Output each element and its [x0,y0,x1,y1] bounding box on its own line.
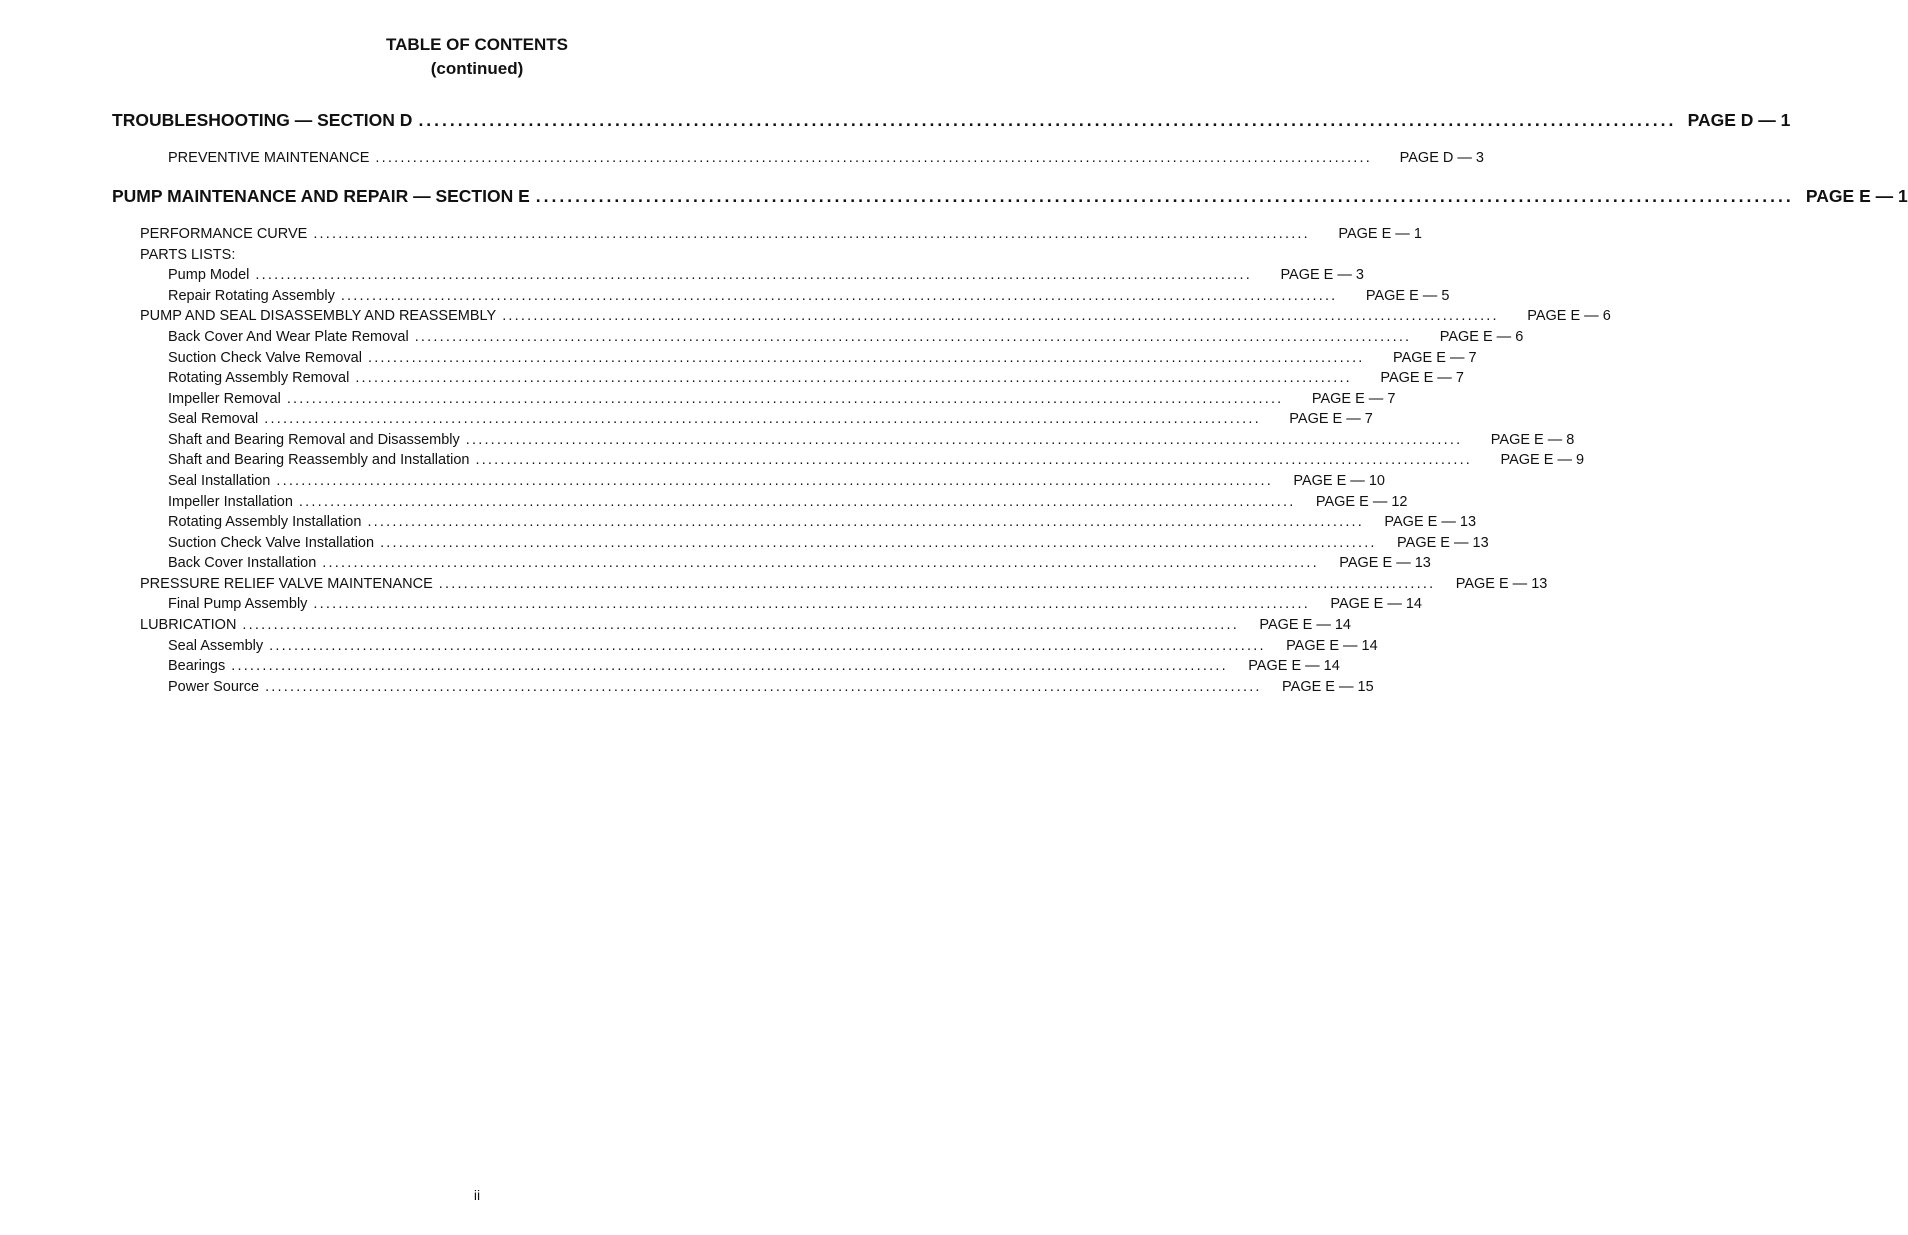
toc-entry-label: PREVENTIVE MAINTENANCE [168,150,370,166]
toc-entry-label: Power Source [168,679,260,695]
section-title: TROUBLESHOOTING — SECTION D [112,110,413,130]
toc-entry-page: PAGE E — 13 [1339,555,1431,571]
toc-entry-label: Seal Removal [168,411,259,427]
toc-entry[interactable] [168,451,1585,469]
toc-entry[interactable] [168,410,1373,428]
toc-entry-label: Back Cover And Wear Plate Removal [168,329,409,345]
page-number: ii [473,1187,481,1203]
toc-entry-label: Bearings [168,658,226,674]
dot-leader: ................................................................................................................................................................ [286,391,1284,407]
toc-entry[interactable] [168,349,1477,367]
toc-entry-label: Seal Assembly [168,638,264,654]
toc-entry-page: PAGE E — 15 [1282,679,1374,695]
dot-leader: ................................................................................................................................................................ [322,555,1319,571]
dot-leader: ................................................................................................................................................................ [535,186,1794,206]
toc-entry-page: PAGE E — 14 [1330,596,1422,612]
dot-leader: ................................................................................................................................................................ [313,226,1310,242]
dot-leader: ................................................................................................................................................................ [355,370,1352,386]
toc-entry-label: PUMP AND SEAL DISASSEMBLY AND REASSEMBLY [140,308,497,324]
toc-entry[interactable] [168,493,1408,511]
dot-leader: ................................................................................................................................................................ [465,432,1463,448]
dot-leader: ................................................................................................................................................................ [313,596,1310,612]
toc-entry-label: Seal Installation [168,473,271,489]
dot-leader: ................................................................................................................................................................ [414,329,1412,345]
toc-entry-page: PAGE D — 3 [1399,150,1484,166]
toc-entry[interactable] [140,616,1351,634]
toc-group-heading [140,246,842,264]
toc-entry-label: Suction Check Valve Removal [168,350,362,366]
toc-entry[interactable] [168,513,1477,531]
section-title: PUMP MAINTENANCE AND REPAIR — SECTION E [112,186,530,206]
toc-entry[interactable] [140,307,1611,325]
toc-entry-label: Repair Rotating Assembly [168,288,335,304]
toc-entry-label: LUBRICATION [140,617,237,633]
dot-leader: ................................................................................................................................................................ [276,473,1273,489]
toc-entry-page: PAGE E — 9 [1500,452,1585,468]
toc-entry[interactable] [168,431,1575,449]
toc-entry[interactable] [168,657,1340,675]
dot-leader: ................................................................................................................................................................ [265,679,1262,695]
toc-entry[interactable] [168,637,1378,655]
dot-leader: ................................................................................................................................................................ [502,308,1499,324]
toc-entry[interactable] [168,328,1524,346]
toc-entry[interactable] [168,534,1489,552]
toc-entry-label: PARTS LISTS: [140,247,236,263]
dot-leader: ................................................................................................................................................................ [438,576,1436,592]
toc-entry-page: PAGE E — 12 [1315,494,1408,510]
toc-entry-page: PAGE E — 6 [1527,308,1611,324]
toc-entry[interactable] [168,472,1385,490]
toc-entry-page: PAGE E — 14 [1286,638,1378,654]
toc-entry[interactable] [168,554,1431,572]
toc-entry[interactable] [140,575,1548,593]
dot-leader: ................................................................................................................................................................ [380,535,1377,551]
toc-entry-label: PRESSURE RELIEF VALVE MAINTENANCE [140,576,433,592]
dot-leader: ................................................................................................................................................................ [255,267,1252,283]
toc-section-heading[interactable] [112,185,1908,207]
toc-entry-page: PAGE E — 13 [1384,514,1477,530]
toc-entry-label: PERFORMANCE CURVE [140,226,308,242]
toc-entry-page: PAGE E — 13 [1397,535,1489,551]
toc-entry-page: PAGE E — 7 [1380,370,1464,386]
dot-leader: ................................................................................................................................................................ [367,514,1365,530]
section-page: PAGE E — 1 [1805,186,1908,206]
dot-leader: ................................................................................................................................................................ [298,494,1296,510]
toc-entry-page: PAGE E — 13 [1455,576,1548,592]
toc-entry-page: PAGE E — 14 [1259,617,1351,633]
toc-entry[interactable] [140,225,1422,243]
toc-entry[interactable] [168,266,1364,284]
toc-entry-page: PAGE E — 5 [1365,288,1450,304]
toc-entry-page: PAGE E — 6 [1439,329,1524,345]
section-page: PAGE D — 1 [1687,110,1791,130]
toc-entry-page: PAGE E — 7 [1393,350,1477,366]
dot-leader: ................................................................................................................................................................ [269,638,1266,654]
toc-entry-page: PAGE E — 7 [1289,411,1373,427]
toc-entry-page: PAGE E — 10 [1293,473,1385,489]
toc-section-heading[interactable] [112,109,1791,131]
toc-entry[interactable] [168,390,1396,408]
dot-leader: ................................................................................................................................................................ [242,617,1239,633]
toc-entry-page: PAGE E — 8 [1490,432,1575,448]
toc-entry-page: PAGE E — 3 [1280,267,1364,283]
page-title: TABLE OF CONTENTS [386,35,568,54]
toc-entry-label: Rotating Assembly Installation [168,514,362,530]
dot-leader: ................................................................................................................................................................ [418,110,1677,130]
toc-entry-page: PAGE E — 14 [1248,658,1340,674]
dot-leader: ................................................................................................................................................................ [340,288,1338,304]
toc-entry-page: PAGE E — 7 [1311,391,1396,407]
toc-entry-label: Suction Check Valve Installation [168,535,375,551]
toc-entry-label: Shaft and Bearing Reassembly and Installation [168,452,470,468]
toc-entry-label: Pump Model [168,267,250,283]
dot-leader: ................................................................................................................................................................ [375,150,1372,166]
toc-entry-label: Impeller Installation [168,494,293,510]
toc-entry[interactable] [168,369,1464,387]
toc-entry-label: Rotating Assembly Removal [168,370,350,386]
toc-entry[interactable] [168,287,1450,305]
dot-leader: ................................................................................................................................................................ [264,411,1261,427]
toc-entry[interactable] [168,595,1422,613]
toc-entry-label: Shaft and Bearing Removal and Disassembly [168,432,460,448]
dot-leader: ................................................................................................................................................................ [367,350,1365,366]
toc-entry-page: PAGE E — 1 [1338,226,1422,242]
dot-leader: ................................................................................................................................................................ [231,658,1228,674]
toc-entry-label: Back Cover Installation [168,555,317,571]
toc-entry[interactable] [168,149,1484,167]
toc-entry-label: Impeller Removal [168,391,281,407]
page-subtitle: (continued) [430,59,524,78]
dot-leader: ................................................................................................................................................................ [475,452,1473,468]
toc-entry[interactable] [168,678,1374,696]
toc-entry-label: Final Pump Assembly [168,596,308,612]
